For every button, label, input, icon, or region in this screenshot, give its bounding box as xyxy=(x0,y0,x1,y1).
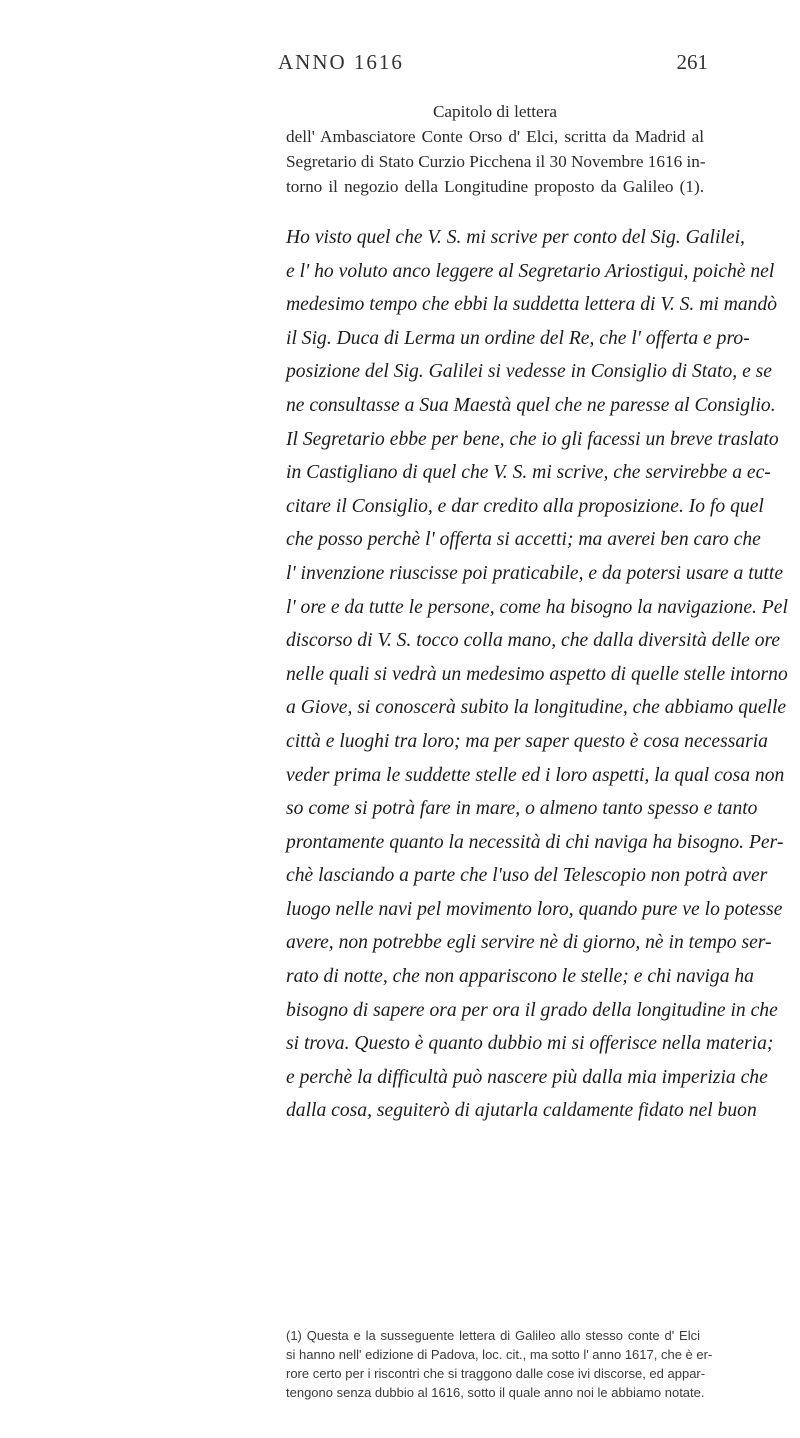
body-line: luogo nelle navi pel movimento loro, quando pure ve lo potesse xyxy=(286,898,783,920)
footnote-line: tengono senza dubbio al 1616, sotto il quale anno noi le abbiamo notate. xyxy=(286,1385,705,1400)
body-line: avere, non potrebbe egli servire nè di giorno, nè in tempo ser- xyxy=(286,932,772,954)
body-line: discorso di V. S. tocco colla mano, che dalla diversità delle ore xyxy=(286,630,781,652)
running-head-title: ANNO 1616 xyxy=(278,50,404,74)
body-line: so come si potrà fare in mare, o almeno tanto spesso e tanto xyxy=(286,798,758,820)
body-line: Il Segretario ebbe per bene, che io gli facessi un breve traslato xyxy=(286,428,779,450)
page-number: 261 xyxy=(676,50,708,74)
body-line: ne consultasse a Sua Maestà quel che ne paresse al Consiglio. xyxy=(286,394,776,416)
footnote-line: rore certo per i riscontri che si traggono dalle cose ivi discorse, ed appar- xyxy=(286,1366,706,1381)
body-line: città e luoghi tra loro; ma per saper questo è cosa necessaria xyxy=(286,730,768,752)
body-line: citare il Consiglio, e dar credito alla proposizione. Io fo quel xyxy=(286,495,764,517)
body-line: prontamente quanto la necessità di chi naviga ha bisogno. Per- xyxy=(286,831,784,853)
body-line: posizione del Sig. Galilei si vedesse in Consiglio di Stato, e se xyxy=(286,361,772,383)
body-line: chè lasciando a parte che l'uso del Telescopio non potrà aver xyxy=(286,865,768,887)
body-line: si trova. Questo è quanto dubbio mi si offerisce nella materia; xyxy=(286,1033,774,1055)
body-line: che posso perchè l' offerta si accetti; ma averei ben caro che xyxy=(286,529,761,551)
body-line: veder prima le suddette stelle ed i loro aspetti, la qual cosa non xyxy=(286,764,785,786)
body-line: bisogno di sapere ora per ora il grado della longitudine in che xyxy=(286,999,778,1021)
body-line: in Castigliano di quel che V. S. mi scrive, che servirebbe a ec- xyxy=(286,462,771,484)
footnote-line: si hanno nell' edizione di Padova, loc. cit., ma sotto l' anno 1617, che è er- xyxy=(286,1347,713,1362)
body-line: nelle quali si vedrà un medesimo aspetto di quelle stelle intorno xyxy=(286,663,788,685)
body-line: Ho visto quel che V. S. mi scrive per conto del Sig. Galilei, xyxy=(286,227,745,248)
body-line: medesimo tempo che ebbi la suddetta lettera di V. S. mi mandò xyxy=(286,294,778,316)
letter-body xyxy=(286,221,788,1128)
footnote-line: (1) Questa e la susseguente lettera di Galileo allo stesso conte d' Elci xyxy=(286,1328,700,1343)
body-line: l' invenzione riuscisse poi praticabile, e da potersi usare a tutte xyxy=(286,562,784,584)
letter-heading xyxy=(286,99,704,199)
heading-line: Segretario di Stato Curzio Picchena il 30 Novembre 1616 in- xyxy=(286,152,706,171)
body-line: il Sig. Duca di Lerma un ordine del Re, che l' offerta e pro- xyxy=(286,327,750,349)
body-line: dalla cosa, seguiterò di ajutarla caldamente fidato nel buon xyxy=(286,1100,757,1122)
body-line: rato di notte, che non appariscono le stelle; e chi naviga ha xyxy=(286,966,754,988)
body-line: e perchè la difficultà può nascere più dalla mia imperizia che xyxy=(286,1066,768,1088)
body-line: a Giove, si conoscerà subito la longitudine, che abbiamo quelle xyxy=(286,697,787,719)
heading-line: torno il negozio della Longitudine proposto da Galileo (1). xyxy=(286,177,704,196)
running-head xyxy=(278,50,708,80)
body-line: l' ore e da tutte le persone, come ha bisogno la navigazione. Pel xyxy=(286,596,788,618)
body-line: e l' ho voluto anco leggere al Segretario Ariostigui, poichè nel xyxy=(286,260,775,282)
heading-line: Capitolo di lettera xyxy=(432,102,558,121)
footnote xyxy=(286,1326,713,1402)
heading-line: dell' Ambasciatore Conte Orso d' Elci, scritta da Madrid al xyxy=(286,127,704,146)
